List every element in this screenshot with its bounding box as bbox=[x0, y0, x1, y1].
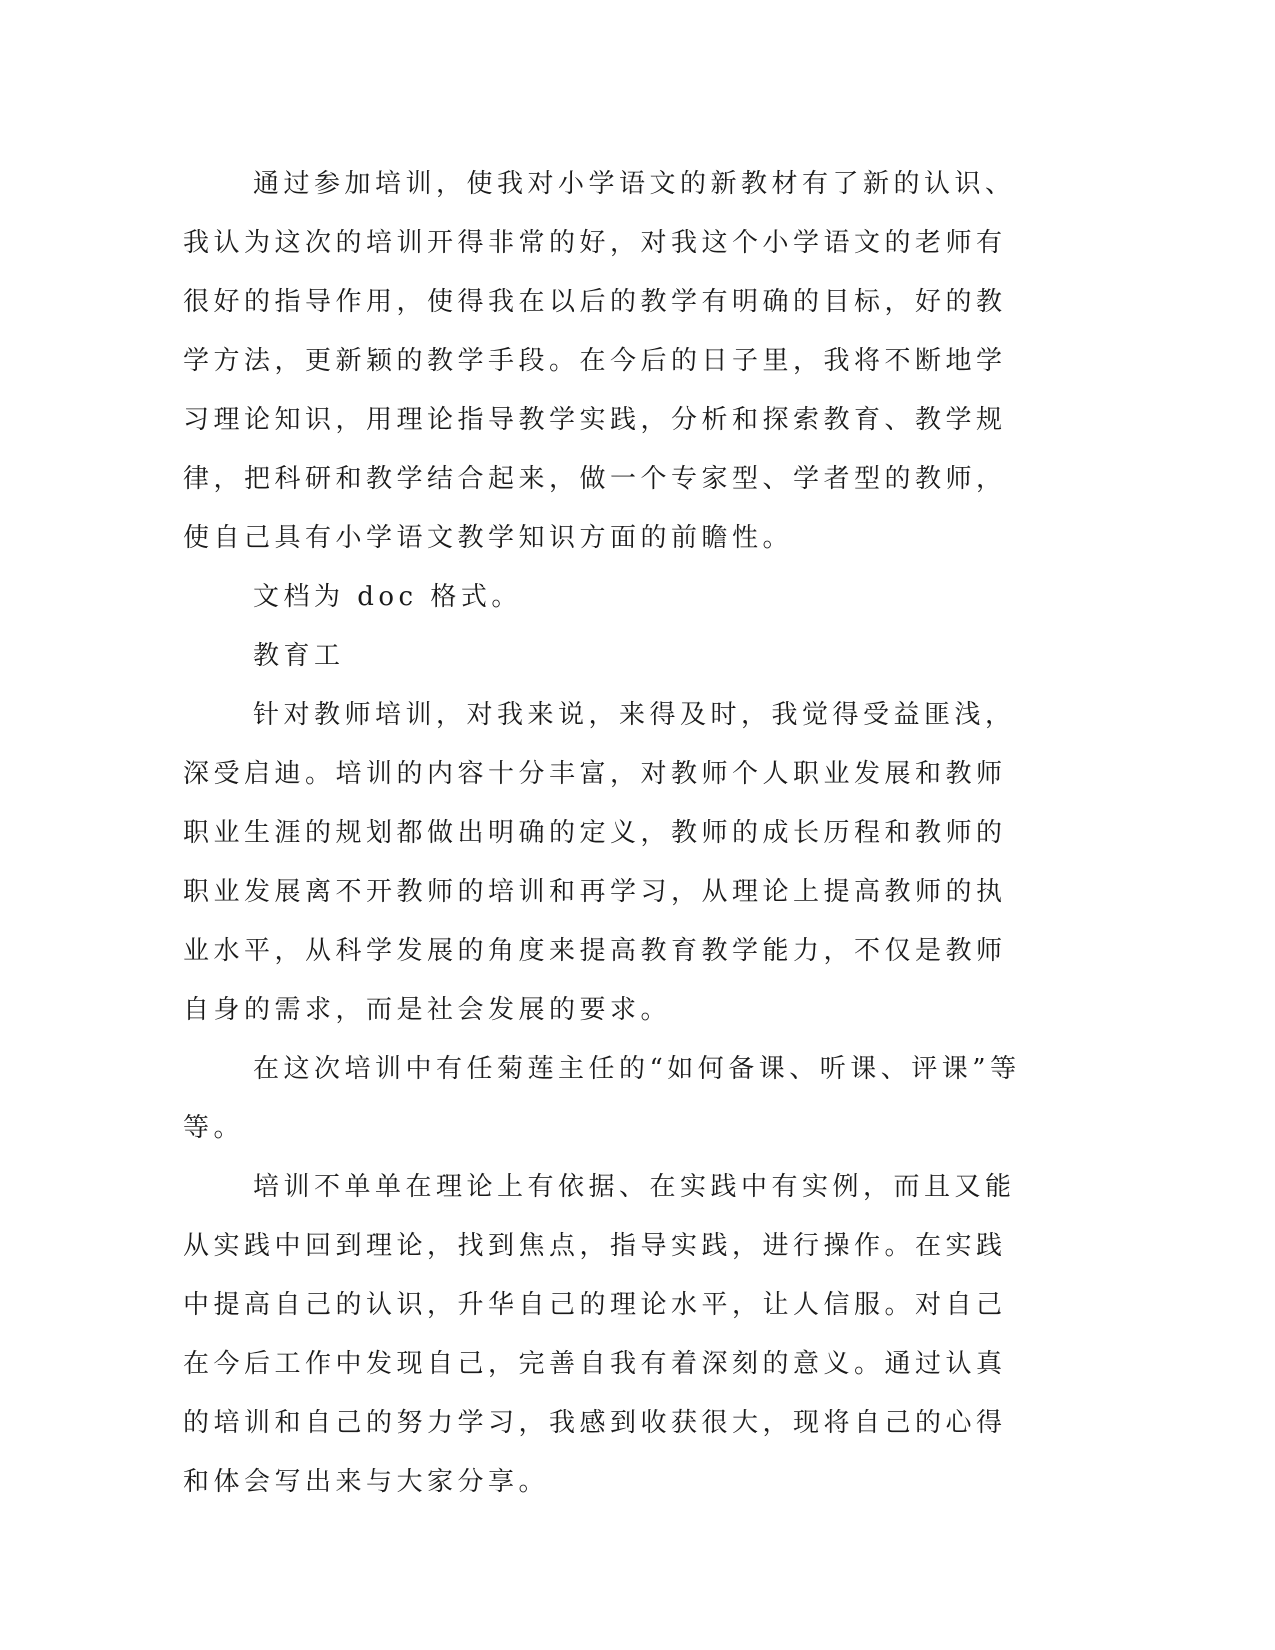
paragraph-theory-practice: 培训不单单在理论上有依据、在实践中有实例，而且又能从实践中回到理论，找到焦点，指导实践，进行操作。在实践中提高自己的认识，升华自己的理论水平，让人信服。对自己在今后工作中发现自己，完善自我有着深刻的意义。通过认真的培训和自己的努力学习，我感到收获很大，现将自己的心得和体会写出来与大家分享。 bbox=[183, 1172, 1016, 1497]
paragraph-education-heading: 教育工 bbox=[253, 641, 345, 671]
paragraph-lecture-topics: 在这次培训中有任菊莲主任的“如何备课、听课、评课”等等。 bbox=[183, 1054, 1021, 1143]
paragraph-training-recognition: 通过参加培训，使我对小学语文的新教材有了新的认识、我认为这次的培训开得非常的好，对我这个小学语文的老师有很好的指导作用，使得我在以后的教学有明确的目标，好的教学方法，更新颖的教学手段。在今后的日子里，我将不断地学习理论知识，用理论指导教学实践，分析和探索教育、教学规律，把科研和教学结合起来，做一个专家型、学者型的教师，使自己具有小学语文教学知识方面的前瞻性。 bbox=[183, 169, 1016, 553]
document-body bbox=[183, 155, 1033, 1512]
paragraph-doc-format: 文档为 doc 格式。 bbox=[253, 582, 522, 612]
paragraph-teacher-training: 针对教师培训，对我来说，来得及时，我觉得受益匪浅，深受启迪。培训的内容十分丰富，对教师个人职业发展和教师职业生涯的规划都做出明确的定义，教师的成长历程和教师的职业发展离不开教师的培训和再学习，从理论上提高教师的执业水平，从科学发展的角度来提高教育教学能力，不仅是教师自身的需求，而是社会发展的要求。 bbox=[183, 700, 1016, 1025]
